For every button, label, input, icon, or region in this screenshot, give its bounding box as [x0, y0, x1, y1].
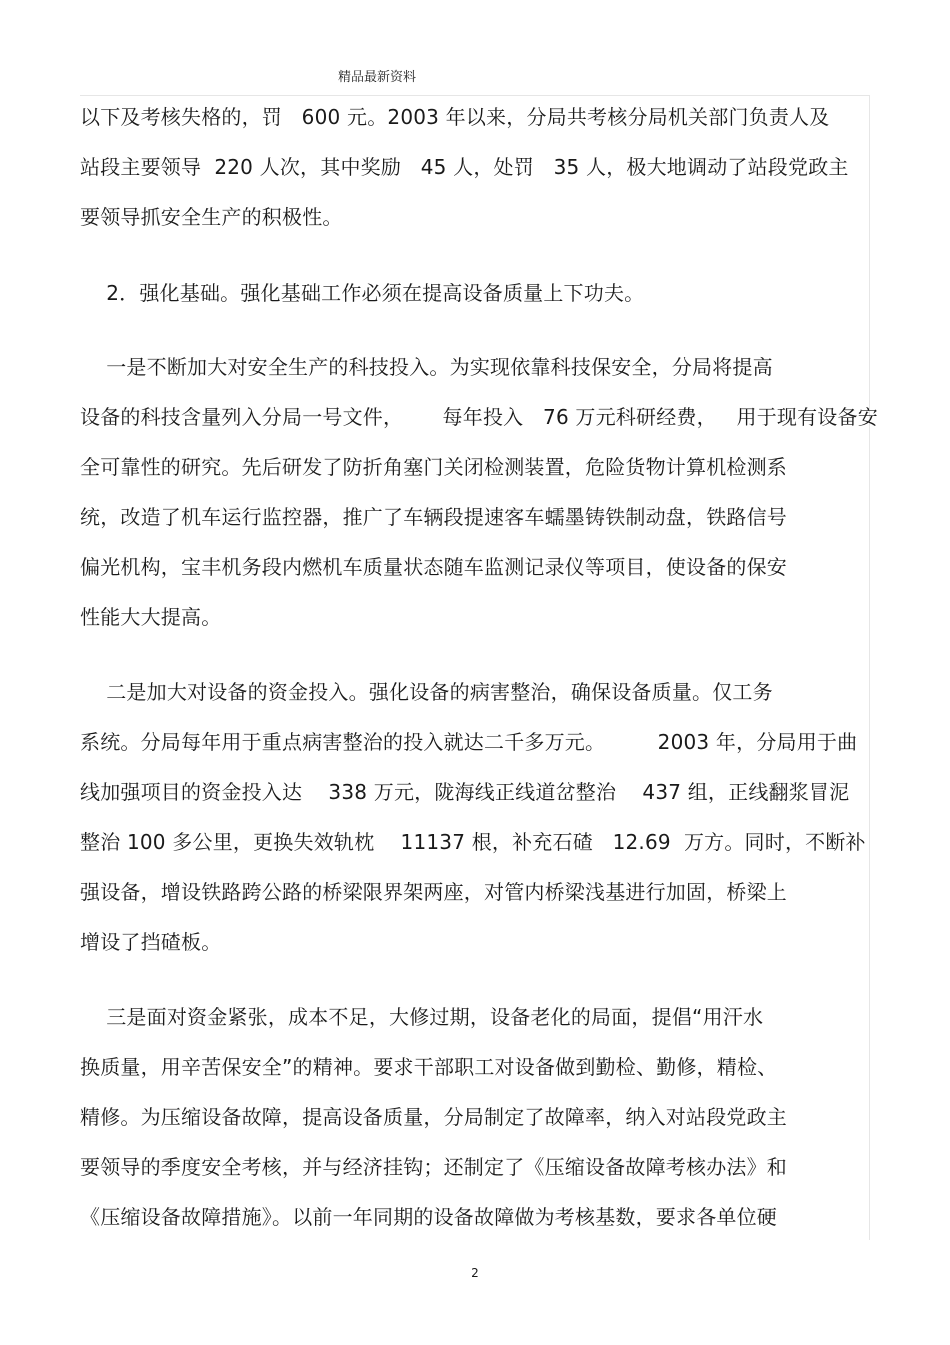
text-line: 系统。分局每年用于重点病害整治的投入就达二千多万元。 2003 年，分局用于曲 [80, 730, 858, 754]
text-line: 三是面对资金紧张，成本不足，大修过期，设备老化的局面，提倡“用汗水 [80, 1005, 764, 1029]
text-line: 设备的科技含量列入分局一号文件， 每年投入 76 万元科研经费， 用于现有设备安 [80, 405, 878, 429]
text-line: 二是加大对设备的资金投入。强化设备的病害整治，确保设备质量。仅工务 [80, 680, 773, 704]
text-line: 性能大大提高。 [80, 605, 222, 629]
text-line: 整治 100 多公里，更换失效轨枕 11137 根，补充石碴 12.69 万方。同时，不断补 [80, 830, 866, 854]
text-line: 2．强化基础。强化基础工作必须在提高设备质量上下功夫。 [80, 281, 645, 305]
text-line: 站段主要领导 220 人次，其中奖励 45 人，处罚 35 人，极大地调动了站段党政主 [80, 155, 849, 179]
text-line: 换质量，用辛苦保安全”的精神。要求干部职工对设备做到勤检、勤修，精检、 [80, 1055, 778, 1079]
text-line: 统，改造了机车运行监控器，推广了车辆段提速客车蠕墨铸铁制动盘，铁路信号 [80, 505, 787, 529]
text-line: 以下及考核失格的，罚 600 元。2003 年以来，分局共考核分局机关部门负责人及 [80, 105, 830, 129]
text-line: 增设了挡碴板。 [80, 930, 222, 954]
text-line: 线加强项目的资金投入达 338 万元，陇海线正线道岔整治 437 组，正线翻浆冒泥 [80, 780, 850, 804]
header-divider [80, 95, 870, 96]
page-border-right [869, 95, 870, 1240]
text-line: 一是不断加大对安全生产的科技投入。为实现依靠科技保安全，分局将提高 [80, 355, 773, 379]
text-line: 要领导的季度安全考核，并与经济挂钩；还制定了《压缩设备故障考核办法》和 [80, 1155, 787, 1179]
text-line: 偏光机构，宝丰机务段内燃机车质量状态随车监测记录仪等项目，使设备的保安 [80, 555, 787, 579]
text-line: 精修。为压缩设备故障，提高设备质量，分局制定了故障率，纳入对站段党政主 [80, 1105, 787, 1129]
text-line: 全可靠性的研究。先后研发了防折角塞门关闭检测装置，危险货物计算机检测系 [80, 455, 787, 479]
page-number: 2 [471, 1266, 479, 1280]
page-header: 精品最新资料 [338, 70, 417, 85]
text-line: 《压缩设备故障措施》。以前一年同期的设备故障做为考核基数，要求各单位硬 [80, 1205, 777, 1229]
text-line: 强设备，增设铁路跨公路的桥梁限界架两座，对管内桥梁浅基进行加固，桥梁上 [80, 880, 787, 904]
text-line: 要领导抓安全生产的积极性。 [80, 205, 343, 229]
